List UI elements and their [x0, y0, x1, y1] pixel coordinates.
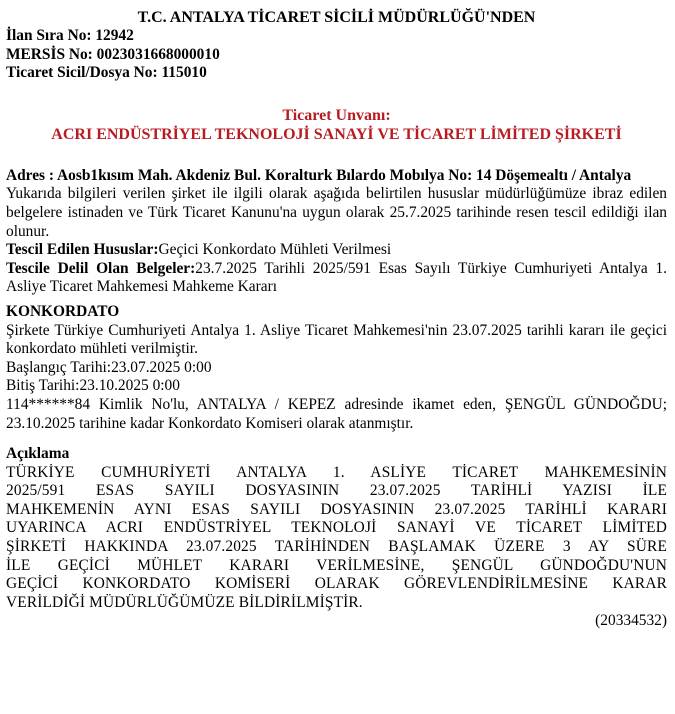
aciklama-line: İLE GEÇİCİ MÜHLET KARARI VERİLMESİNE, ŞENGÜL GÜNDOĞDU'NUN	[6, 556, 667, 574]
aciklama-line: TÜRKİYE CUMHURİYETİ ANTALYA 1. ASLİYE TİCARET MAHKEMESİNİN	[6, 463, 667, 481]
aciklama-line: VERİLDİĞİ MÜDÜRLÜĞÜMÜZE BİLDİRİLMİŞTİR.	[6, 593, 363, 611]
ilan-sira-no: İlan Sıra No: 12942	[6, 27, 134, 44]
page-title: T.C. ANTALYA TİCARET SİCİLİ MÜDÜRLÜĞÜ'NDEN	[137, 9, 536, 26]
aciklama-line: GEÇİCİ KONKORDATO KOMİSERİ OLARAK GÖREVLENDİRİLMESİNE KARAR	[6, 575, 667, 593]
bitis-tarihi: Bitiş Tarihi:23.10.2025 0:00	[6, 377, 180, 395]
tescil-belgeler-label: Tescile Delil Olan Belgeler:	[6, 259, 196, 277]
tescil-hususlar-value: Geçici Konkordato Mühleti Verilmesi	[158, 241, 392, 259]
ticaret-unvani-label: Ticaret Unvanı:	[282, 106, 391, 124]
baslangic-tarihi: Başlangıç Tarihi:23.07.2025 0:00	[6, 358, 212, 376]
aciklama-heading: Açıklama	[6, 445, 70, 463]
ticaret-sicil-no: Ticaret Sicil/Dosya No: 115010	[6, 64, 207, 82]
reference-number: (20334532)	[595, 612, 667, 630]
tescil-hususlar-label: Tescil Edilen Hususlar:	[6, 241, 159, 259]
tescil-belgeler-value: 23.7.2025 Tarihli 2025/591 Esas Sayılı Türkiye Cumhuriyeti Antalya 1. Asliye Ticaret Mahkemesi Mahkeme Kararı	[6, 259, 668, 296]
aciklama-line: 2025/591 ESAS SAYILI DOSYASININ 23.07.2025 TARİHLİ YAZISI İLE	[6, 482, 667, 500]
tescil-belgeler	[6, 260, 667, 297]
aciklama-line: ŞİRKETİ HAKKINDA 23.07.2025 TARİHİNDEN BAŞLAMAK ÜZERE 3 AY SÜRE	[6, 538, 667, 556]
tescil-hususlar	[6, 241, 667, 260]
mersis-no: MERSİS No: 0023031668000010	[6, 45, 220, 63]
aciklama-line: MAHKEMENİN AYNI ESAS SAYILI DOSYASININ 23.07.2025 TARİHLİ KARARI	[6, 500, 667, 518]
company-name: ACRI ENDÜSTRİYEL TEKNOLOJİ SANAYİ VE TİCARET LİMİTED ŞİRKETİ	[51, 125, 622, 143]
address: Adres : Aosb1kısım Mah. Akdeniz Bul. Koralturk Bılardo Mobılya No: 14 Döşemealtı / Antalya	[6, 166, 632, 184]
konkordato-text: Şirkete Türkiye Cumhuriyeti Antalya 1. Asliye Ticaret Mahkemesi'nin 23.07.2025 tarihli kararı ile geçici konkordato mühleti verilmiştir.	[6, 321, 667, 358]
konkordato-heading: KONKORDATO	[6, 302, 120, 320]
komiser-text: 114******84 Kimlik No'lu, ANTALYA / KEPEZ adresinde ikamet eden, ŞENGÜL GÜNDOĞDU; 23.10.2025 tarihine kadar Konkordato Komiseri olarak atanmıştır.	[6, 395, 667, 432]
announcement-page	[6, 8, 667, 631]
aciklama-line: UYARINCA ACRI ENDÜSTRİYEL TEKNOLOJİ SANAYİ VE TİCARET LİMİTED	[6, 519, 667, 537]
aciklama-text	[6, 464, 667, 613]
intro-paragraph: Yukarıda bilgileri verilen şirket ile ilgili olarak aşağıda belirtilen hususlar müdürlüğümüze ibraz edilen belgelere istinaden ve Türk Ticaret Kanunu'na uygun olarak 25.7.2025 tarihinde resen tescil edildiği ilan olunur.	[6, 185, 667, 240]
